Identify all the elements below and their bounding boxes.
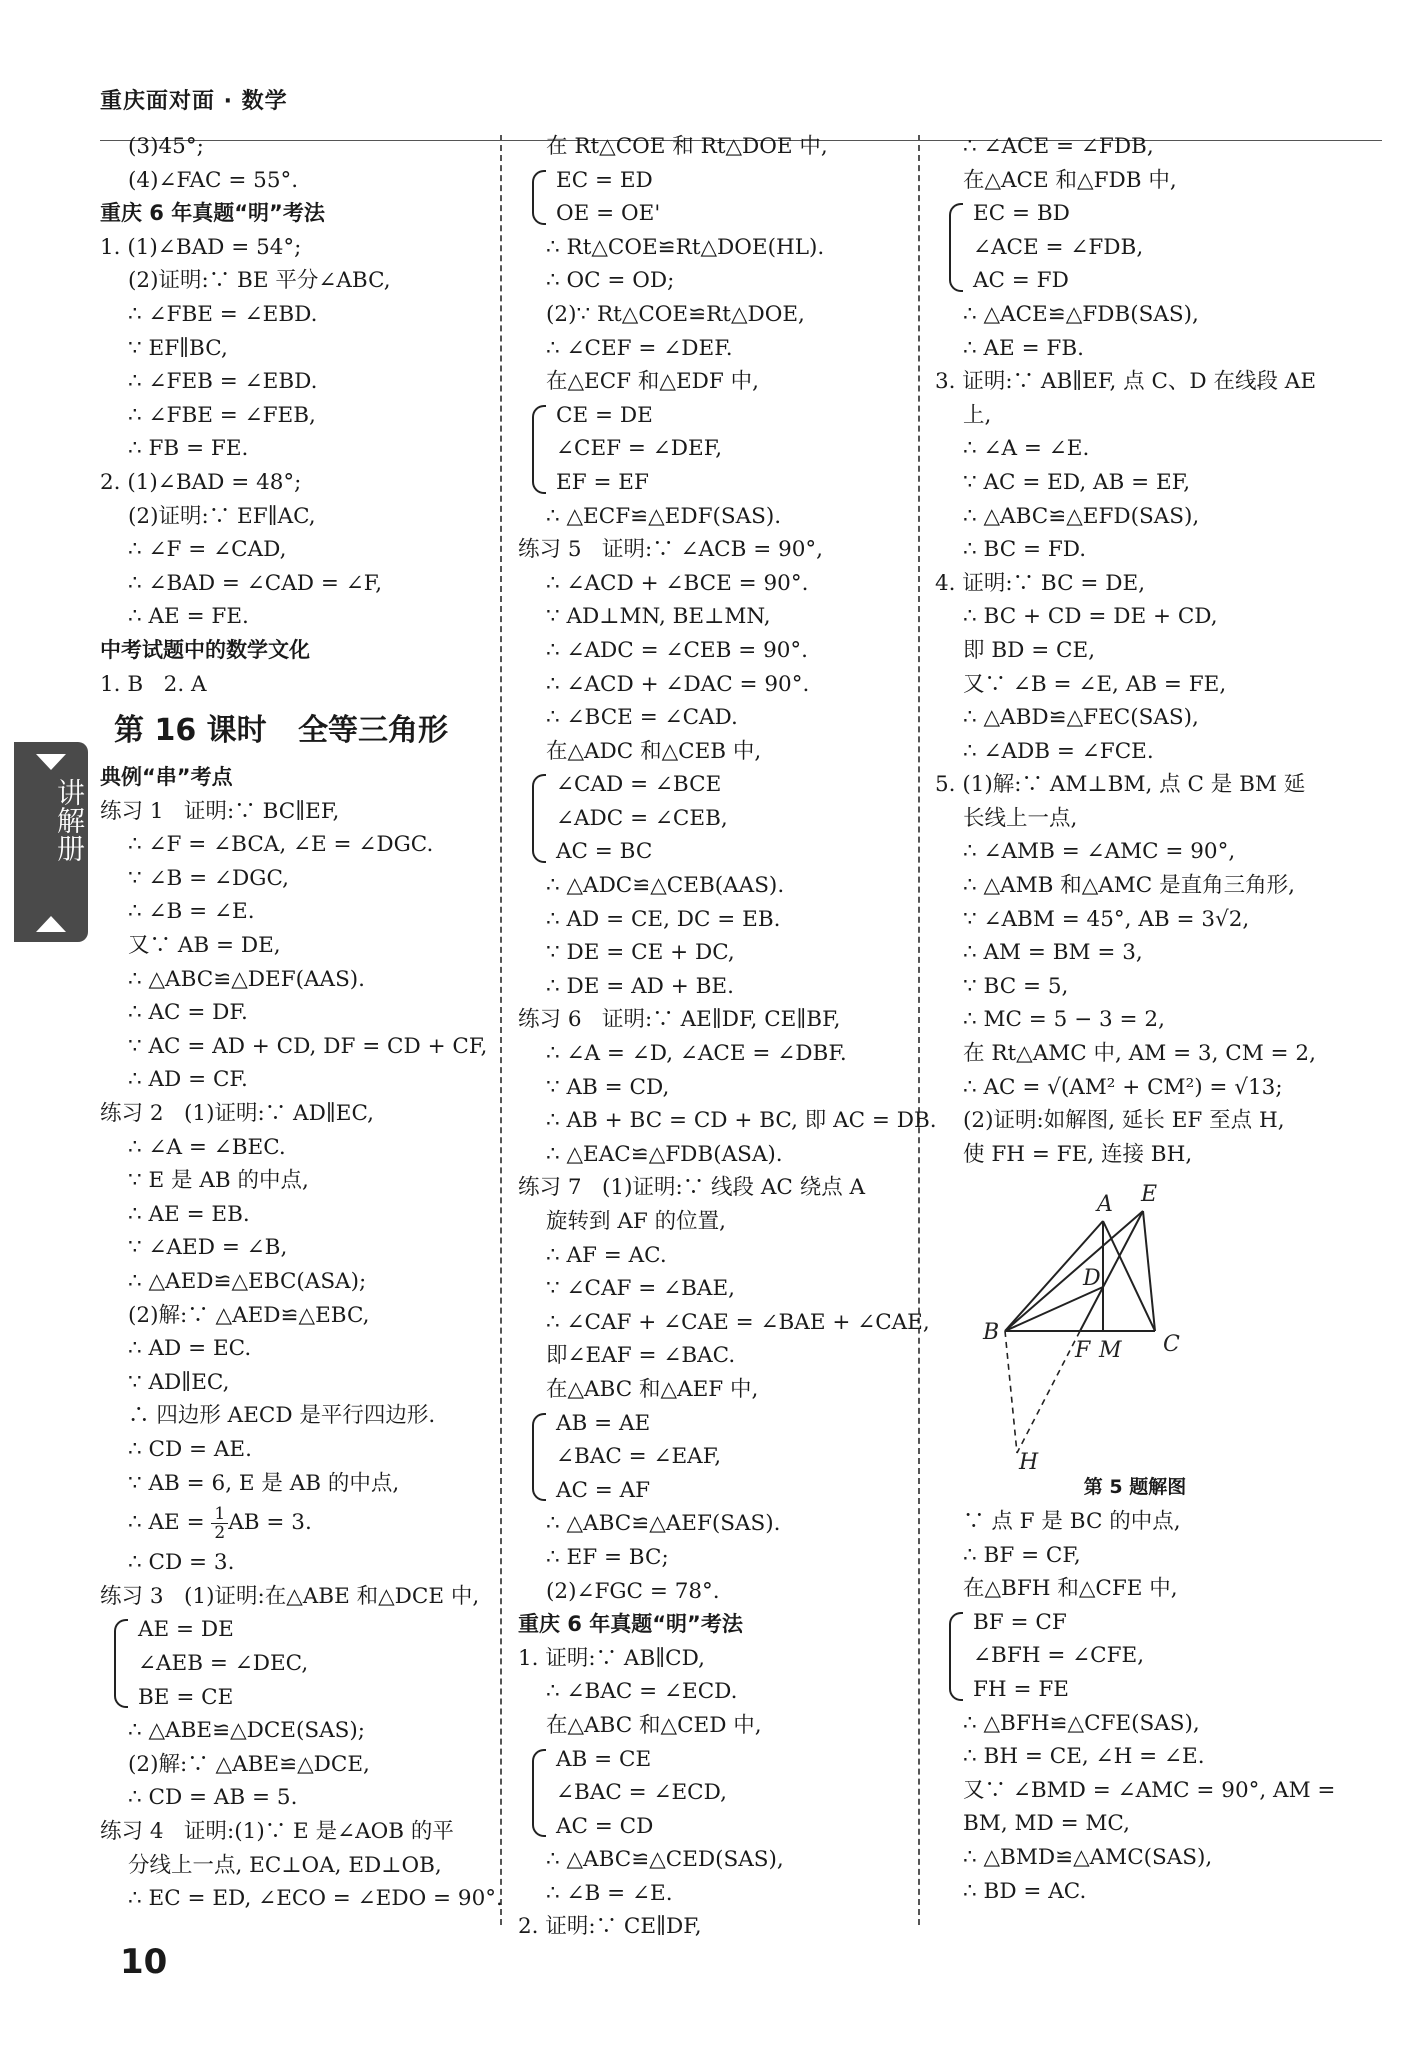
answer-line: (2)证明:∵ EF∥AC,	[128, 503, 316, 529]
segment-bh-dashed	[1005, 1331, 1017, 1453]
brace-icon	[532, 170, 546, 225]
answer-line: ∴ BF = CF,	[963, 1542, 1081, 1568]
equation-system	[100, 1613, 490, 1714]
answer-line: ∴ △ABC≌△DEF(AAS).	[128, 966, 366, 992]
system-line: AC = FD	[973, 268, 1069, 294]
answer-line: 在△BFH 和△CFE 中,	[963, 1576, 1178, 1602]
label-e: E	[1141, 1182, 1158, 1208]
answer-line: ∴ CD = AE.	[128, 1436, 252, 1462]
fraction-numerator: 1	[211, 1505, 228, 1524]
answer-line: ∴ CD = 3.	[128, 1550, 235, 1576]
answer-line: ∴ CD = AB = 5.	[128, 1785, 298, 1811]
section-heading: 重庆 6 年真题“明”考法	[518, 1612, 743, 1637]
equation-system	[518, 164, 913, 231]
system-line: AB = AE	[556, 1410, 651, 1436]
answer-line: 在△ABC 和△CED 中,	[546, 1712, 762, 1738]
equation-system	[518, 399, 913, 500]
answer-line: (2)∵ Rt△COE≌Rt△DOE,	[546, 301, 805, 327]
system-line: AC = BC	[556, 839, 653, 865]
answer-line: 1. 证明:∵ AB∥CD,	[518, 1645, 705, 1671]
answer-line: ∴ ∠FEB = ∠EBD.	[128, 369, 318, 395]
sidebar-tab[interactable]	[14, 742, 88, 942]
answer-line: ∴ △AMB 和△AMC 是直角三角形,	[963, 873, 1295, 899]
answer-line: ∵ EF∥BC,	[128, 335, 228, 361]
answer-line: 即∠EAF = ∠BAC.	[546, 1343, 736, 1369]
answer-line: ∴ ∠CAF + ∠CAE = ∠BAE + ∠CAE,	[546, 1309, 930, 1335]
system-line: ∠AEB = ∠DEC,	[138, 1650, 309, 1676]
equation-system	[518, 1407, 913, 1508]
answer-line: BM, MD = MC,	[963, 1811, 1130, 1837]
brace-icon	[532, 774, 546, 863]
answer-line: 1. (1)∠BAD = 54°;	[100, 234, 302, 260]
fraction	[211, 1505, 228, 1542]
answer-line: 5. (1)解:∵ AM⊥BM, 点 C 是 BM 延	[935, 772, 1306, 798]
column-divider-1	[500, 135, 502, 1925]
answer-line: ∴ △BMD≌△AMC(SAS),	[963, 1844, 1213, 1870]
answer-line: ∴ DE = AD + BE.	[546, 973, 734, 999]
triangle-up-icon	[36, 916, 66, 932]
brace-icon	[532, 1413, 546, 1502]
figure-svg	[975, 1171, 1235, 1471]
answer-line: ∵ AC = AD + CD, DF = CD + CF,	[128, 1033, 488, 1059]
answer-line: ∴ ∠A = ∠E.	[963, 436, 1090, 462]
system-line: AC = CD	[556, 1813, 654, 1839]
answer-line: 又∵ ∠BMD = ∠AMC = 90°, AM =	[963, 1777, 1336, 1803]
system-line: EC = BD	[973, 201, 1070, 227]
label-f: F	[1075, 1338, 1091, 1364]
label-d: D	[1083, 1266, 1101, 1292]
answer-line: ∴ Rt△COE≌Rt△DOE(HL).	[546, 234, 825, 260]
answer-line: ∴ ∠BAC = ∠ECD.	[546, 1679, 738, 1705]
answer-line: ∴ ∠A = ∠BEC.	[128, 1134, 286, 1160]
system-line: ∠BAC = ∠EAF,	[556, 1444, 722, 1470]
system-line: OE = OE'	[556, 201, 661, 227]
running-header: 重庆面对面 · 数学	[100, 89, 288, 114]
equation-system	[935, 1606, 1335, 1707]
figure-caption: 第 5 题解图	[1083, 1476, 1187, 1499]
system-line: EC = ED	[556, 167, 653, 193]
answer-line: ∴ AC = √(AM² + CM²) = √13;	[963, 1074, 1283, 1100]
answer-line: ∵ E 是 AB 的中点,	[128, 1168, 309, 1194]
system-line: AB = CE	[556, 1746, 652, 1772]
answer-line: ∴ ∠ADB = ∠FCE.	[963, 738, 1154, 764]
system-line: ∠CAD = ∠BCE	[556, 772, 722, 798]
answer-line: ∴ ∠AMB = ∠AMC = 90°,	[963, 839, 1236, 865]
answer-line: ∴ AB + BC = CD + BC, 即 AC = DB.	[546, 1108, 937, 1134]
label-m: M	[1099, 1338, 1122, 1364]
sidebar-tab-label: 讲解册	[53, 778, 86, 862]
answer-line: ∴ ∠A = ∠D, ∠ACE = ∠DBF.	[546, 1041, 847, 1067]
answer-line: ∴ AF = AC.	[546, 1242, 667, 1268]
answer-line: ∴ ∠CEF = ∠DEF.	[546, 335, 733, 361]
answer-line: ∵ AD⊥MN, BE⊥MN,	[546, 604, 771, 630]
answer-line: ∴ ∠ACD + ∠DAC = 90°.	[546, 671, 810, 697]
system-line: ∠ACE = ∠FDB,	[973, 234, 1144, 260]
system-line: CE = DE	[556, 402, 653, 428]
answer-line: ∴ ∠ACD + ∠BCE = 90°.	[546, 570, 809, 596]
answer-line: ∵ AC = ED, AB = EF,	[963, 469, 1191, 495]
brace-icon	[949, 1612, 963, 1701]
answer-line-fraction	[100, 1500, 490, 1546]
answer-line: 分线上一点, EC⊥OA, ED⊥OB,	[128, 1852, 442, 1878]
answer-line: ∴ ∠B = ∠E.	[128, 899, 255, 925]
section-heading: 典例“串”考点	[100, 765, 233, 790]
answer-line: 练习 5 证明:∵ ∠ACB = 90°,	[518, 537, 824, 563]
page-number: 10	[120, 1942, 168, 1982]
column-divider-2	[918, 135, 920, 1925]
answer-line: 练习 7 (1)证明:∵ 线段 AC 绕点 A	[518, 1175, 866, 1201]
answer-line: 2. (1)∠BAD = 48°;	[100, 469, 302, 495]
segment-bd	[1005, 1287, 1103, 1331]
triangle-down-icon	[36, 754, 66, 770]
answer-line: 在△ECF 和△EDF 中,	[546, 369, 759, 395]
answer-line: ∴ ∠F = ∠BCA, ∠E = ∠DGC.	[128, 832, 434, 858]
answer-line: ∵ ∠B = ∠DGC,	[128, 865, 289, 891]
answer-line: ∵ 点 F 是 BC 的中点,	[963, 1509, 1181, 1534]
answer-line: (2)证明:如解图, 延长 EF 至点 H,	[963, 1108, 1285, 1134]
label-a: A	[1097, 1192, 1113, 1218]
answer-line: ∴ △ABC≌△CED(SAS),	[546, 1847, 784, 1873]
system-line: ∠ADC = ∠CEB,	[556, 805, 728, 831]
answer-line: ∴ BC + CD = DE + CD,	[963, 604, 1218, 630]
answer-line: 使 FH = FE, 连接 BH,	[963, 1141, 1193, 1167]
answer-line: ∴ ∠BAD = ∠CAD = ∠F,	[128, 570, 383, 596]
answer-line: 在 Rt△COE 和 Rt△DOE 中,	[546, 134, 828, 159]
answer-line: (2)∠FGC = 78°.	[546, 1578, 720, 1604]
answer-line: (2)证明:∵ BE 平分∠ABC,	[128, 268, 391, 294]
answer-line: ∴ △ADC≌△CEB(AAS).	[546, 873, 785, 899]
answer-line: ∴ MC = 5 − 3 = 2,	[963, 1007, 1165, 1033]
answer-line: (2)解:∵ △ABE≌△DCE,	[128, 1751, 370, 1777]
system-line: BF = CF	[973, 1609, 1067, 1635]
equation-system	[518, 768, 913, 869]
answer-line: 练习 2 (1)证明:∵ AD∥EC,	[100, 1101, 374, 1127]
equation-system	[518, 1743, 913, 1844]
answer-line: ∴ BH = CE, ∠H = ∠E.	[963, 1744, 1205, 1770]
answer-line: 即 BD = CE,	[963, 637, 1096, 663]
answer-line: ∴ △ECF≌△EDF(SAS).	[546, 503, 782, 529]
answer-line: ∵ ∠ABM = 45°, AB = 3√2,	[963, 906, 1250, 932]
answer-line: ∴ EC = ED, ∠ECO = ∠EDO = 90°.	[128, 1886, 503, 1912]
column-1	[100, 130, 503, 1916]
fraction-suffix: AB = 3.	[228, 1510, 312, 1536]
geometry-figure	[935, 1171, 1335, 1471]
answer-line: ∴ AD = EC.	[128, 1336, 252, 1362]
answer-line: 1. B 2. A	[100, 671, 207, 697]
answer-line: ∴ ∠FBE = ∠EBD.	[128, 301, 318, 327]
answer-line: ∴ ∠ACE = ∠FDB,	[963, 134, 1154, 159]
answer-line: ∴ AE = FE.	[128, 604, 249, 630]
answer-line: (4)∠FAC = 55°.	[128, 167, 299, 193]
answer-line: 上,	[963, 402, 992, 428]
answer-line: ∴ △ABD≌△FEC(SAS),	[963, 705, 1199, 731]
answer-line: ∴ BD = AC.	[963, 1878, 1087, 1904]
segment-ec	[1143, 1211, 1155, 1331]
answer-line: 又∵ AB = DE,	[128, 933, 281, 959]
answer-line: 练习 4 证明:(1)∵ E 是∠AOB 的平	[100, 1818, 454, 1844]
section-heading: 中考试题中的数学文化	[100, 637, 310, 662]
answer-line: 旋转到 AF 的位置,	[546, 1209, 726, 1234]
answer-line: (3)45°;	[128, 134, 204, 159]
answer-line: 在△ADC 和△CEB 中,	[546, 738, 762, 764]
answer-line: ∵ ∠AED = ∠B,	[128, 1235, 288, 1261]
column-2	[518, 130, 937, 1944]
answer-line: 4. 证明:∵ BC = DE,	[935, 570, 1146, 596]
brace-icon	[949, 203, 963, 292]
answer-line: 练习 1 证明:∵ BC∥EF,	[100, 798, 340, 824]
answer-line: 2. 证明:∵ CE∥DF,	[518, 1914, 702, 1940]
answer-line: ∴ ∠BCE = ∠CAD.	[546, 705, 738, 731]
answer-line: 练习 3 (1)证明:在△ABE 和△DCE 中,	[100, 1583, 480, 1609]
answer-line: ∴ △AED≌△EBC(ASA);	[128, 1269, 367, 1294]
answer-line: 在 Rt△AMC 中, AM = 3, CM = 2,	[963, 1041, 1316, 1067]
lesson-title: 第 16 课时 全等三角形	[114, 713, 448, 749]
section-heading: 重庆 6 年真题“明”考法	[100, 201, 325, 226]
label-b: B	[983, 1320, 1000, 1346]
answer-line: ∵ BC = 5,	[963, 973, 1069, 999]
brace-icon	[114, 1619, 128, 1708]
answer-line: ∴ EF = BC;	[546, 1544, 669, 1570]
answer-line: ∴ ∠B = ∠E.	[546, 1880, 673, 1906]
segment-fh-dashed	[1017, 1331, 1080, 1453]
system-line: AE = DE	[138, 1617, 234, 1643]
answer-line: ∴ △EAC≌△FDB(ASA).	[546, 1141, 783, 1167]
answer-line: ∴ FB = FE.	[128, 436, 249, 462]
answer-line: ∵ ∠CAF = ∠BAE,	[546, 1276, 735, 1302]
answer-line: ∴ BC = FD.	[963, 537, 1087, 563]
system-line: EF = EF	[556, 469, 649, 495]
answer-line: 3. 证明:∵ AB∥EF, 点 C、D 在线段 AE	[935, 369, 1317, 395]
system-line: ∠CEF = ∠DEF,	[556, 436, 723, 462]
label-h: H	[1019, 1450, 1039, 1472]
system-line: ∠BFH = ∠CFE,	[973, 1643, 1145, 1669]
answer-line: ∴ AE = EB.	[128, 1201, 250, 1227]
answer-line: ∵ DE = CE + DC,	[546, 940, 735, 966]
answer-line: 在△ABC 和△AEF 中,	[546, 1376, 759, 1402]
answer-line: ∵ AD∥EC,	[128, 1369, 230, 1395]
system-line: FH = FE	[973, 1676, 1069, 1702]
answer-line: ∴ AC = DF.	[128, 1000, 248, 1026]
answer-line: ∴ ∠ADC = ∠CEB = 90°.	[546, 637, 809, 663]
column-3	[935, 130, 1335, 1908]
answer-line: ∴ ∠F = ∠CAD,	[128, 537, 287, 563]
system-line: ∠BAC = ∠ECD,	[556, 1780, 727, 1806]
answer-line: ∴ △ABC≌△AEF(SAS).	[546, 1511, 781, 1537]
fraction-prefix: ∴ AE =	[128, 1510, 212, 1536]
brace-icon	[532, 1749, 546, 1838]
answer-line: ∴ △ABE≌△DCE(SAS);	[128, 1718, 366, 1744]
answer-line: ∴ △ABC≌△EFD(SAS),	[963, 503, 1200, 529]
answer-line: ∴ AD = CE, DC = EB.	[546, 906, 781, 932]
answer-line: ∵ AB = 6, E 是 AB 的中点,	[128, 1470, 400, 1496]
system-line: AC = AF	[556, 1477, 651, 1503]
answer-line: 练习 6 证明:∵ AE∥DF, CE∥BF,	[518, 1007, 841, 1033]
answer-line: 又∵ ∠B = ∠E, AB = FE,	[963, 671, 1227, 697]
system-line: BE = CE	[138, 1684, 234, 1710]
answer-line: ∴ AE = FB.	[963, 335, 1084, 361]
answer-line: ∴ △BFH≌△CFE(SAS),	[963, 1710, 1200, 1736]
answer-line: ∴ AM = BM = 3,	[963, 940, 1143, 966]
label-c: C	[1163, 1332, 1180, 1358]
brace-icon	[532, 405, 546, 494]
answer-line: 长线上一点,	[963, 805, 1078, 831]
answer-line: ∵ AB = CD,	[546, 1074, 670, 1100]
answer-line: 在△ACE 和△FDB 中,	[963, 167, 1177, 193]
equation-system	[935, 197, 1335, 298]
segment-be	[1005, 1211, 1143, 1331]
answer-line: ∴ AD = CF.	[128, 1067, 248, 1093]
fraction-denominator: 2	[214, 1522, 226, 1543]
answer-line: ∴ △ACE≌△FDB(SAS),	[963, 301, 1199, 327]
answer-line: ∴ ∠FBE = ∠FEB,	[128, 402, 316, 428]
answer-line: (2)解:∵ △AED≌△EBC,	[128, 1302, 370, 1328]
answer-line: ∴ OC = OD;	[546, 268, 675, 294]
answer-line: ∴ 四边形 AECD 是平行四边形.	[128, 1403, 436, 1429]
